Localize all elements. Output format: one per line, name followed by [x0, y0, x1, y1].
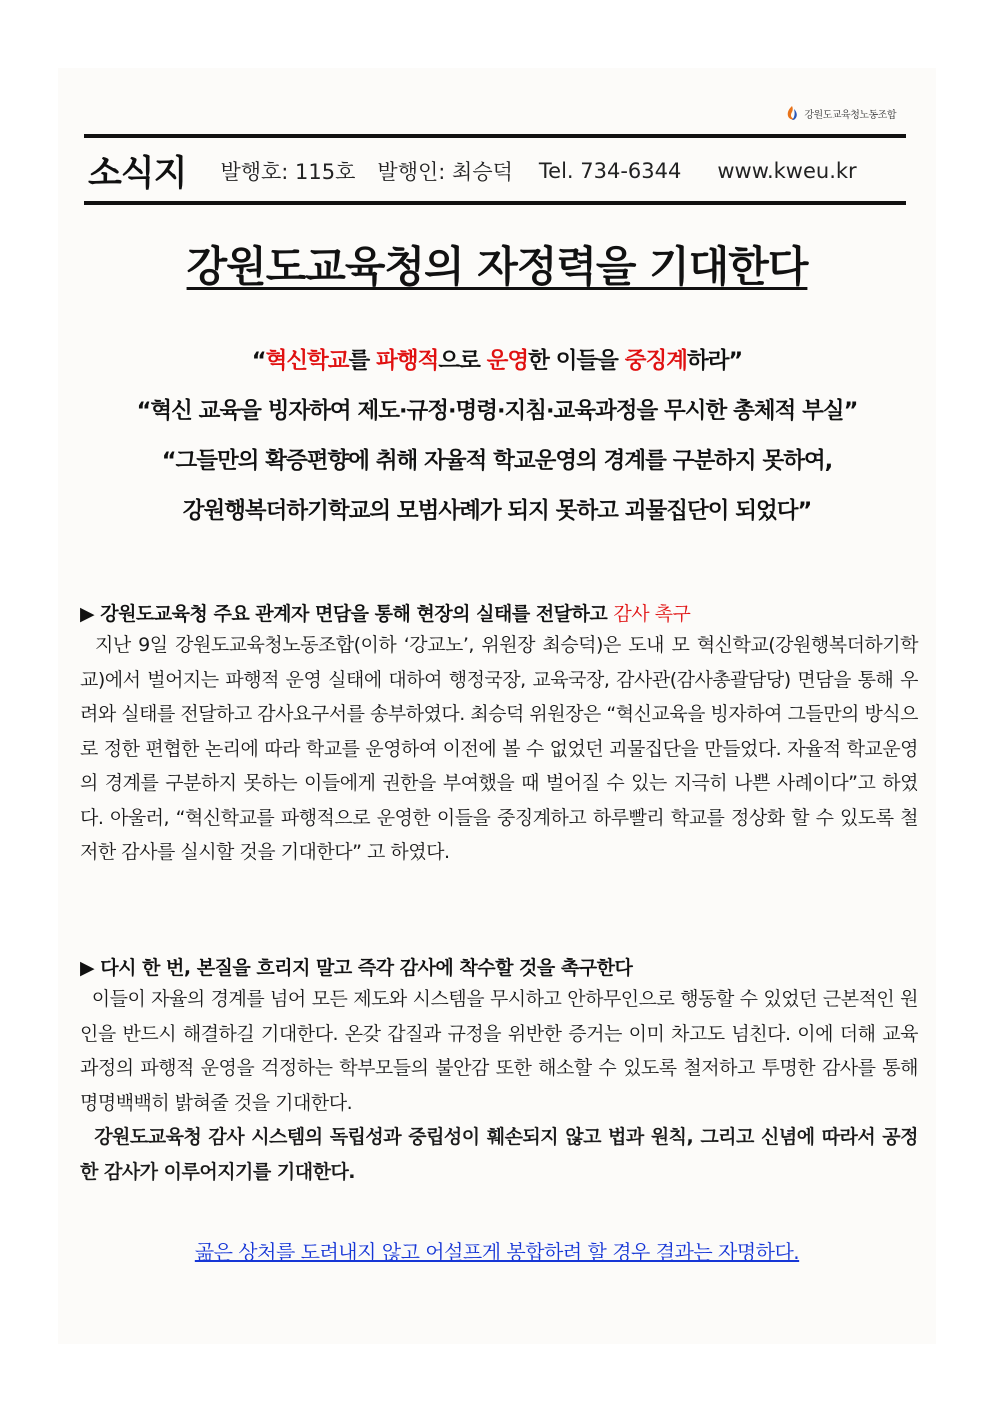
section-1 [80, 599, 918, 870]
publisher: 발행인: 최승덕 [377, 160, 513, 184]
key-quotes [58, 336, 936, 536]
quote-1-part: 한 이들을 [528, 348, 625, 374]
section-1-heading [80, 599, 918, 626]
section-1-heading-highlight: 감사 촉구 [613, 603, 691, 625]
section-2 [80, 953, 918, 1189]
telephone: Tel. 734-6344 [538, 159, 682, 183]
quote-1-highlight: 중징계 [624, 348, 687, 374]
quote-line-2: “혁신 교육을 빙자하여 제도·규정·명령·지침·교육과정을 무시한 총체적 부실” [136, 398, 858, 424]
section-2-heading: ▶ 다시 한 번, 본질을 흐리지 말고 즉각 감사에 착수할 것을 촉구한다 [80, 957, 633, 979]
quote-1-part: 으로 [438, 348, 487, 374]
header-bottom-rule [84, 201, 906, 205]
section-2-bold-body [80, 1120, 918, 1189]
section-2-bold-text: 강원도교육청 감사 시스템의 독립성과 중립성이 훼손되지 않고 법과 원칙, 그리고 신념에 따라서 공정한 감사가 이루어지기를 기대한다. [80, 1126, 918, 1183]
quote-1-highlight: 혁신학교 [265, 348, 349, 374]
quote-1-part: “ [251, 348, 266, 374]
quote-1-highlight: 운영 [486, 348, 529, 374]
quote-line-4: 강원행복더하기학교의 모범사례가 되지 못하고 괴물집단이 되었다” [182, 498, 812, 524]
header-top-rule [84, 134, 906, 138]
issue-number: 발행호: 115호 [220, 160, 356, 184]
quote-line-3: “그들만의 확증편향에 취해 자율적 학교운영의 경계를 구분하지 못하여, [161, 448, 833, 474]
section-2-body-text: 이들이 자율의 경계를 넘어 모든 제도와 시스템을 무시하고 안하무인으로 행동할 수 있었던 근본적인 원인을 반드시 해결하길 기대한다. 온갖 갑질과 규정을 위반한 증거는 이미 차고도 넘친다. 이에 더해 교육과정의 파행적 운영을 걱정하는 학부모들의 불안감 또한 해소할 수 있도록 철저하고 투명한 감사를 통해 명명백백히 밝혀줄 것을 기대한다. [80, 988, 918, 1114]
section-1-heading-text: ▶ 강원도교육청 주요 관계자 면담을 통해 현장의 실태를 전달하고 [80, 603, 614, 625]
section-2-body [80, 982, 918, 1120]
section-1-body [80, 628, 918, 870]
union-logo [784, 104, 896, 122]
newsletter-title: 소식지 [88, 154, 187, 194]
website-link[interactable]: www.kweu.kr [717, 159, 857, 183]
newsletter-header [88, 144, 902, 198]
union-logo-icon [784, 104, 800, 122]
newsletter-page [58, 68, 936, 1344]
main-title: 강원도교육청의 자정력을 기대한다 [186, 242, 808, 291]
quote-1-part: 하라” [686, 348, 743, 374]
closing-statement: 곪은 상처를 도려내지 않고 어설프게 봉합하려 할 경우 결과는 자명하다. [194, 1240, 800, 1264]
quote-1-highlight: 파행적 [376, 348, 439, 374]
quote-line-1 [58, 336, 936, 386]
quote-1-part: 를 [348, 348, 377, 374]
logo-text: 강원도교육청노동조합 [804, 109, 896, 121]
section-1-body-text: 지난 9일 강원도교육청노동조합(이하 ‘강교노’, 위원장 최승덕)은 도내 모 혁신학교(강원행복더하기학교)에서 벌어지는 파행적 운영 실태에 대하여 행정국장, 교육국장, 감사관(감사총괄담당) 면담을 통해 우려와 실태를 전달하고 감사요구서를 송부하였다. 최승덕 위원장은 “혁신교육을 빙자하여 그들만의 방식으로 정한 편협한 논리에 따라 학교를 운영하여 이전에 볼 수 없었던 괴물집단을 만들었다. 자율적 학교운영의 경계를 구분하지 못하는 이들에게 권한을 부여했을 때 벌어질 수 있는 지극히 나쁜 사례이다”고 하였다. 아울러, “혁신학교를 파행적으로 운영한 이들을 중징계하고 하루빨리 학교를 정상화 할 수 있도록 철저한 감사를 실시할 것을 기대한다” 고 하였다. [80, 634, 919, 863]
